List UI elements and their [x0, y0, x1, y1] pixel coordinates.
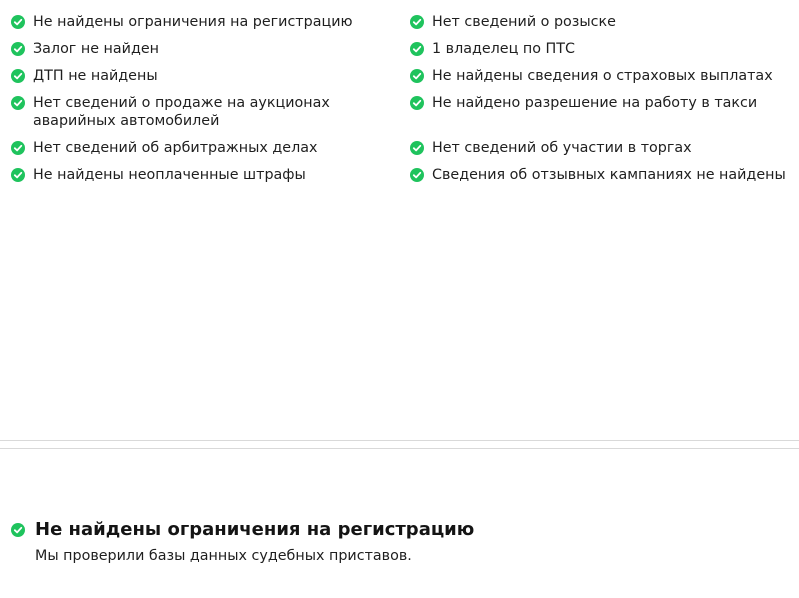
check-detail-title: Не найдены ограничения на регистрацию	[35, 519, 475, 540]
check-item	[410, 40, 791, 58]
cropped-next-heading-fragment	[35, 592, 235, 598]
check-item-label: Нет сведений об участии в торгах	[432, 140, 692, 156]
check-circle-icon	[11, 69, 25, 83]
cropped-heading-fragment	[0, 0, 40, 1]
check-item	[11, 166, 410, 184]
check-item	[11, 94, 410, 130]
check-circle-icon	[11, 42, 25, 56]
check-circle-icon	[11, 523, 25, 537]
check-item-label: Нет сведений о розыске	[432, 14, 616, 30]
check-item	[11, 13, 410, 31]
check-item-label: Не найдены сведения о страховых выплатах	[432, 68, 773, 84]
check-circle-icon	[11, 15, 25, 29]
check-circle-icon	[410, 96, 424, 110]
check-item-label: Залог не найден	[33, 41, 159, 57]
section-divider	[0, 440, 799, 441]
check-item	[11, 67, 410, 85]
check-circle-icon	[11, 141, 25, 155]
check-circle-icon	[410, 15, 424, 29]
check-item-label: 1 владелец по ПТС	[432, 41, 575, 57]
check-circle-icon	[410, 42, 424, 56]
check-item-label: Нет сведений о продаже на аукционах аварийных автомобилей	[33, 95, 330, 129]
check-detail-section	[11, 518, 771, 565]
check-item	[410, 94, 791, 130]
check-item-label: ДТП не найдены	[33, 68, 158, 84]
check-summary-grid	[11, 13, 791, 184]
check-item-label: Сведения об отзывных кампаниях не найдены	[432, 167, 786, 183]
check-circle-icon	[11, 96, 25, 110]
check-circle-icon	[11, 168, 25, 182]
check-circle-icon	[410, 168, 424, 182]
check-item	[11, 40, 410, 58]
check-item-label: Не найдены неоплаченные штрафы	[33, 167, 306, 183]
check-item	[410, 67, 791, 85]
check-circle-icon	[410, 141, 424, 155]
check-detail-description: Мы проверили базы данных судебных приставов.	[35, 548, 412, 564]
check-item-label: Не найдены ограничения на регистрацию	[33, 14, 353, 30]
check-item-label: Нет сведений об арбитражных делах	[33, 140, 318, 156]
check-item	[410, 166, 791, 184]
check-item	[410, 139, 791, 157]
check-item	[410, 13, 791, 31]
check-detail-header	[11, 518, 771, 542]
check-item	[11, 139, 410, 157]
check-circle-icon	[410, 69, 424, 83]
check-item-label: Не найдено разрешение на работу в такси	[432, 95, 758, 111]
section-divider	[0, 448, 799, 449]
